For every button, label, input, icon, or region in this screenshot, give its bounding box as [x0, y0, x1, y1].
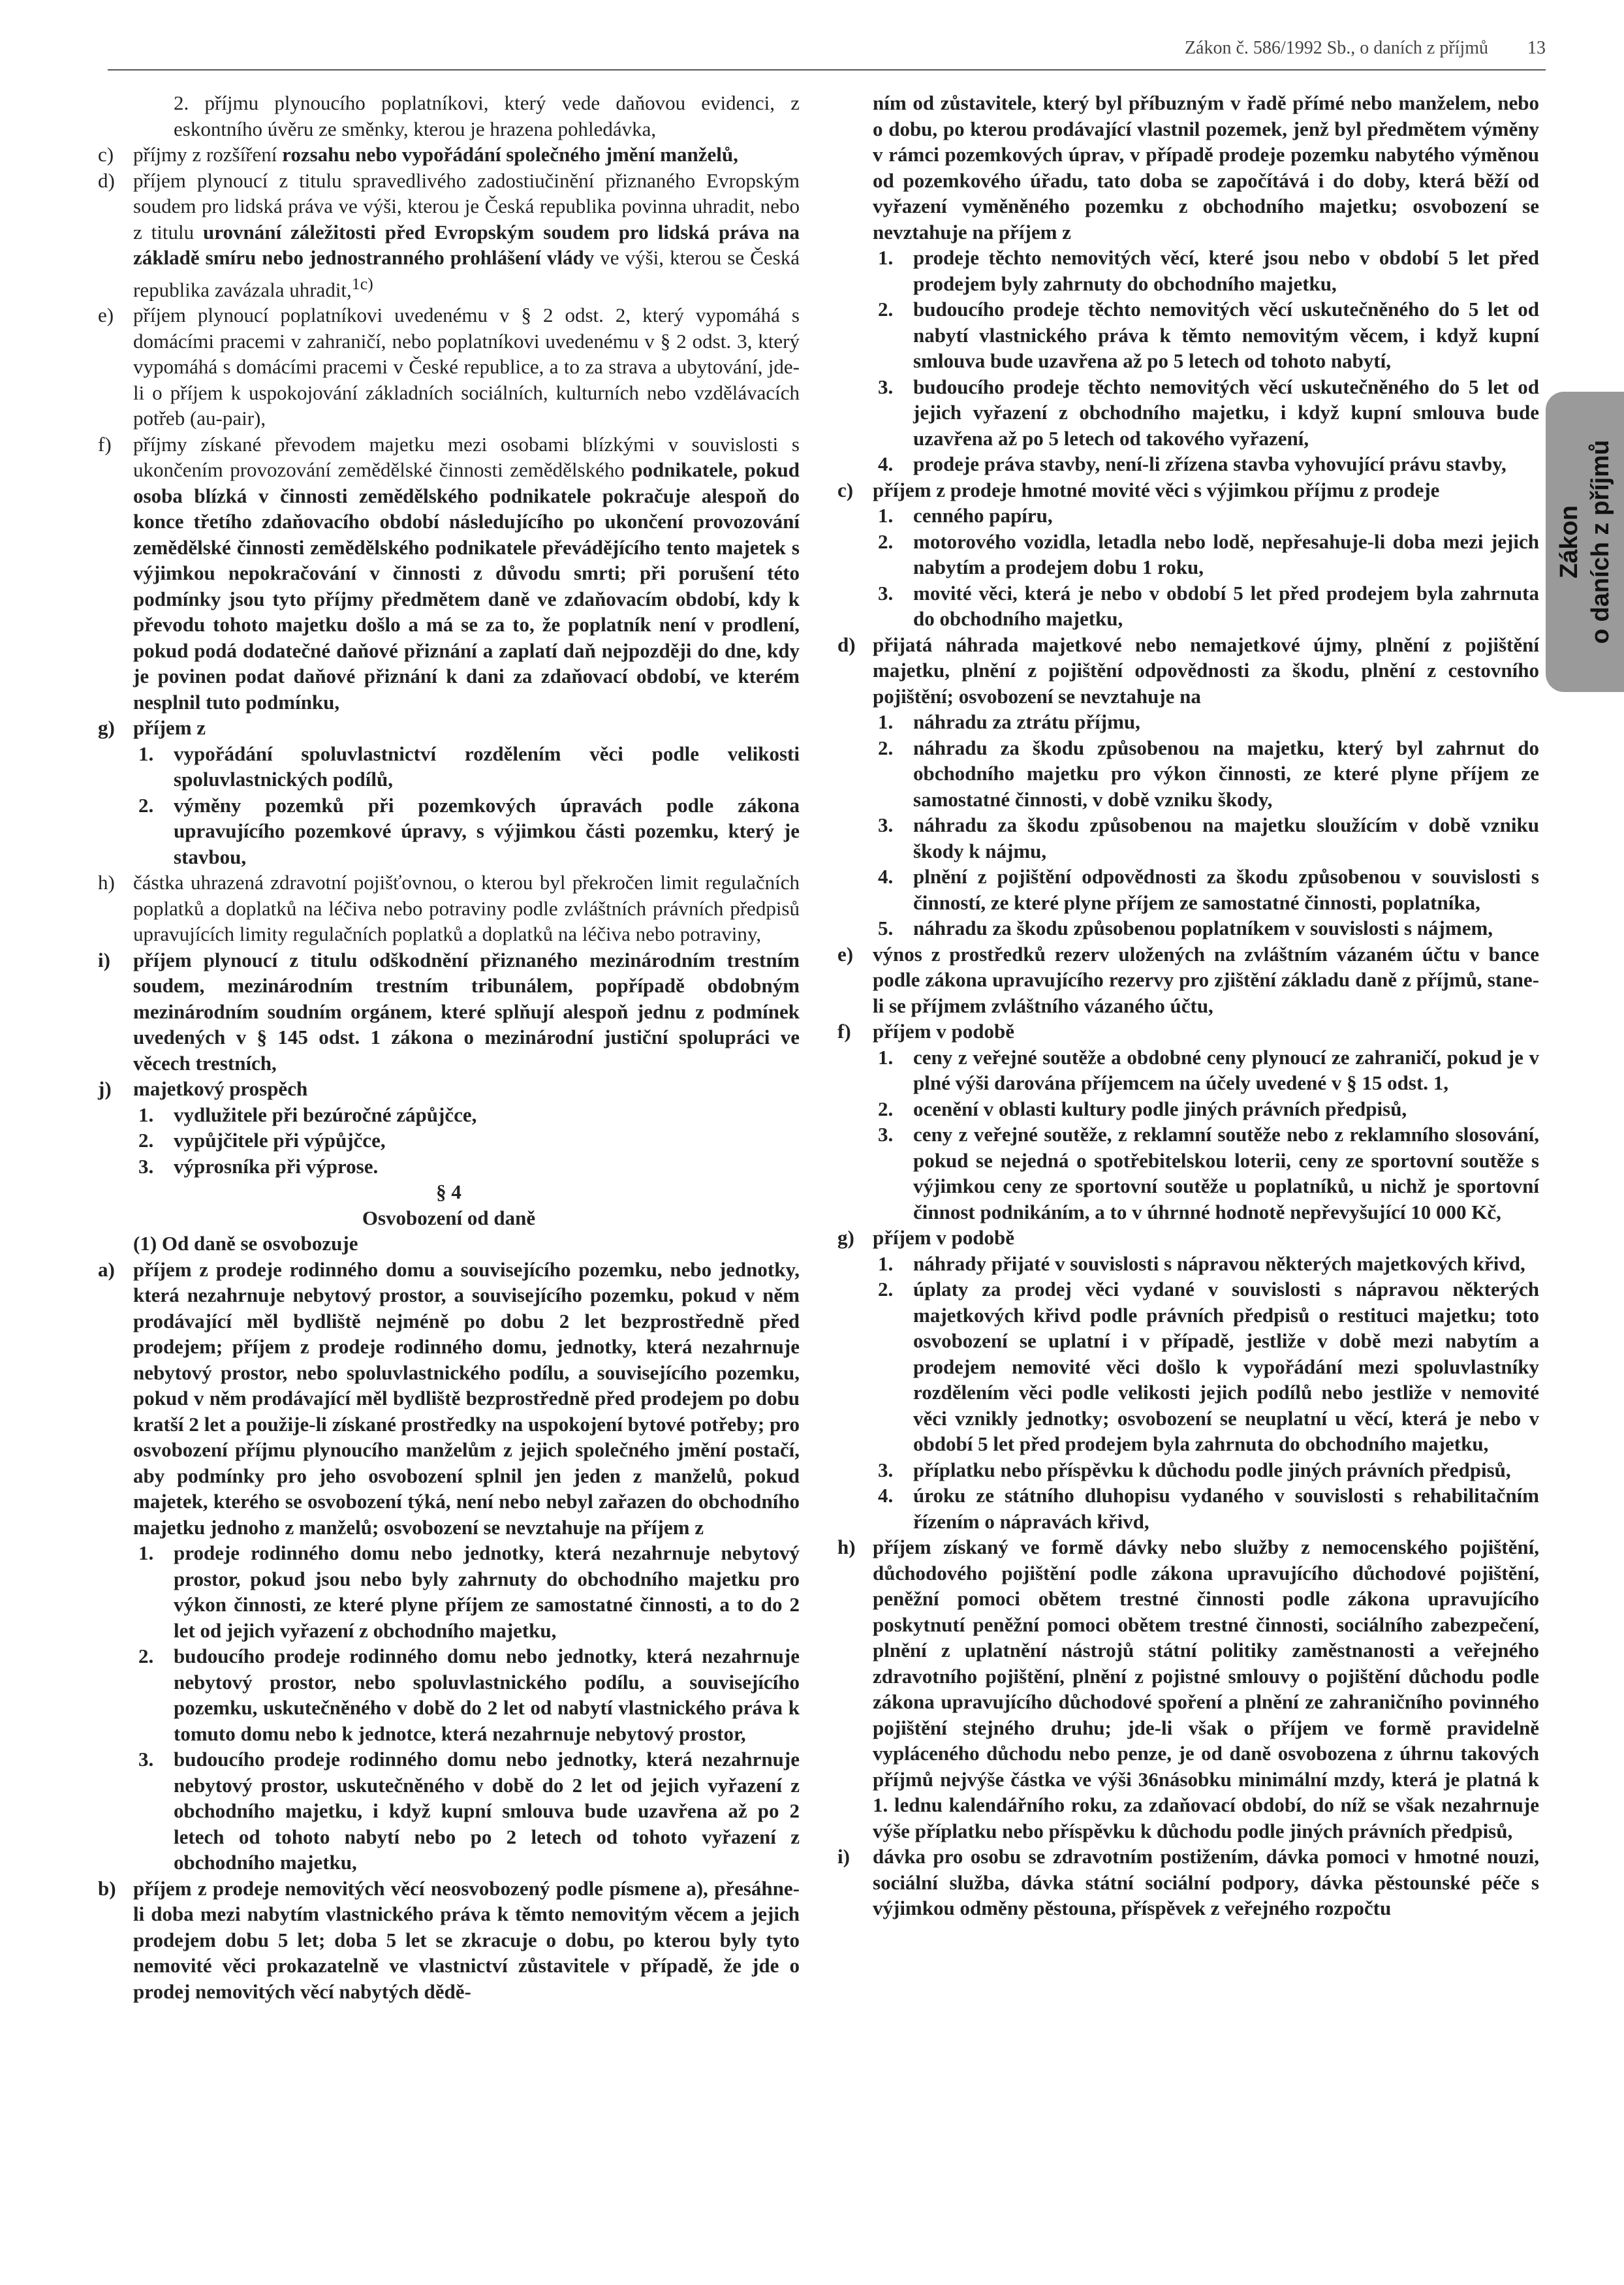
letter-item-d	[837, 632, 1539, 710]
side-tab-label	[1554, 440, 1616, 644]
letter-item-i	[837, 1844, 1539, 1921]
sub-item-number: 1.	[138, 742, 154, 765]
sub-item-text: ceny z veřejné soutěže, z reklamní soutěže nebo z reklamního slosování, pokud se nejedná o spotřebitelskou loterii, ceny ze sportovní soutěže s výjimkou ceny ze sportovní soutěže u poplatníků, u nichž je sportovní činnost podnikáním, a to v úhrnné hodnotě nepřevyšující 10 000 Kč,	[913, 1123, 1539, 1223]
letter-item-c	[98, 142, 800, 168]
sub-item	[98, 1643, 800, 1746]
sub-item-text: vypůjčitele při výpůjčce,	[174, 1129, 386, 1152]
sub-item-text: budoucího prodeje těchto nemovitých věcí uskutečněného do 5 let od nabytí vlastnického práva k těmto nemovitým věcem, i když kupní smlouva bude uzavřena až po 5 letech od tohoto nabytí,	[913, 298, 1539, 372]
sub-item-number: 3.	[138, 1748, 154, 1771]
paragraph-intro: (1) Od daně se osvobozuje	[133, 1232, 358, 1255]
item-text: příjem z prodeje hmotné movité věci s výjimkou příjmu z prodeje	[873, 478, 1440, 501]
item-label: e)	[98, 304, 114, 327]
page-number: 13	[1527, 38, 1546, 58]
sub-item	[837, 915, 1539, 941]
sub-item-text: úplaty za prodej věci vydané v souvislosti s nápravou některých majetkových křivd podle právních předpisů o restituci majetku; toto osvobození se uplatní i v případě, jestliže v době mezi nabytím a prodejem nemovité věci došlo k vypořádání mezi spoluvlastníky rozdělením věci podle velikosti jejich podílů nebo jestliže v nemovité věci vznikly jednotky; osvobození se neuplatní u věcí, která je nebo v období 5 let před prodejem byla zahrnuta do obchodního majetku,	[913, 1278, 1539, 1455]
item-label: h)	[837, 1536, 856, 1558]
sub-item-text: motorového vozidla, letadla nebo lodě, nepřesahuje-li doba mezi jejich nabytím a prodejem dobu 1 roku,	[913, 529, 1539, 578]
sub-item-number: 2.	[878, 1278, 894, 1300]
sub-item	[98, 793, 800, 870]
letter-item-g	[837, 1225, 1539, 1251]
item-text: příjem z prodeje nemovitých věcí neosvobozený podle písmene a), přesáhne-li doba mezi nabytím vlastnického práva k těmto nemovitým věcem a jejich prodejem dobu 5 let; doba 5 let se zkracuje o dobu, po kterou byly tyto nemovité věci prokazatelně ve vlastnictví zůstavitele v případě, že jde o prodej nemovitých věcí nabytých dědě-	[133, 1876, 800, 2003]
sub-item	[837, 1045, 1539, 1096]
item-text: výnos z prostředků rezerv uložených na zvláštním vázaném účtu v bance podle zákona upravujícího rezervy pro zjištění základu daně z příjmů, stane-li se příjmem zvláštního vázaného účtu,	[873, 942, 1539, 1017]
sub-item	[98, 1127, 800, 1154]
item-label: f)	[837, 1020, 851, 1043]
item-text: příjem z	[133, 716, 206, 740]
continued-text: ním od zůstavitele, který byl příbuzným v řadě přímé nebo manželem, nebo o dobu, po kterou prodávající vlastnil pozemek, jenž byl předmětem výměny v rámci pozemkových úprav, v případě prodeje pozemku nabytého výměnou od pozemkového úřadu, tato doba se započítává i do doby, která běží od vyřazení vyměněného pozemku z obchodního majetku; osvobození se nevztahuje na příjem z	[873, 91, 1539, 244]
item-label: c)	[98, 143, 114, 166]
sub-item-text: plnění z pojištění odpovědnosti za škodu způsobenou v souvislosti s činností, ze které plyne příjem ze samostatné činnosti, poplatníka,	[913, 865, 1539, 914]
item-text: příjem plynoucí z titulu odškodnění přiznaného mezinárodním trestním soudem, mezinárodním trestním tribunálem, popřípadě obdobným mezinárodním soudním orgánem, které splňují alespoň jednu z podmínek uvedených v § 145 odst. 1 zákona o mezinárodní justiční spolupráci ve věcech trestních,	[133, 948, 800, 1075]
sub-item-number: 1.	[138, 1103, 154, 1126]
item-label: g)	[837, 1226, 854, 1249]
sub-item-number: 2.	[138, 1645, 154, 1668]
item-label: g)	[98, 716, 115, 740]
item-label: h)	[98, 871, 115, 894]
sub-item-number: 4.	[878, 1484, 894, 1507]
sub-item	[837, 245, 1539, 296]
item-label: e)	[837, 942, 854, 966]
sub-item-number: 4.	[878, 452, 894, 475]
item-text: přijatá náhrada majetkové nebo nemajetkové újmy, plnění z pojištění majetku, plnění z pojištění odpovědnosti za škodu, plnění z cestovního pojištění; osvobození se nevztahuje na	[873, 633, 1539, 708]
sub-item	[837, 1276, 1539, 1457]
letter-item-h	[837, 1534, 1539, 1844]
sub-item-number: 3.	[138, 1154, 154, 1178]
sub-item-text: ocenění v oblasti kultury podle jiných právních předpisů,	[913, 1097, 1407, 1120]
sub-item	[837, 864, 1539, 915]
letter-item-d	[98, 168, 800, 303]
sub-item	[837, 296, 1539, 374]
sub-item-text: náhradu za škodu způsobenou na majetku sloužícím v době vzniku škody k nájmu,	[913, 813, 1539, 862]
sub-item	[837, 1251, 1539, 1277]
item-text: příjmy z rozšíření	[133, 143, 283, 166]
letter-item-j	[98, 1076, 800, 1102]
sub-item-number: 3.	[878, 581, 894, 605]
sub-item-number: 1.	[878, 246, 894, 269]
sub-item	[837, 1096, 1539, 1122]
sub-item	[837, 451, 1539, 477]
item-label: i)	[837, 1845, 850, 1868]
sub-item-text: náhrady přijaté v souvislosti s nápravou některých majetkových křivd,	[913, 1252, 1525, 1275]
sub-item-text: movité věci, která je nebo v období 5 let před prodejem byla zahrnuta do obchodního majetku,	[913, 581, 1539, 630]
item-label: d)	[837, 633, 856, 656]
sub-item-number: 3.	[878, 375, 894, 398]
letter-item-c	[837, 477, 1539, 503]
letter-item-f	[837, 1018, 1539, 1045]
page-header	[0, 38, 1624, 71]
sub-item-number: 1.	[138, 1541, 154, 1565]
sub-item-number: 5.	[878, 917, 894, 939]
sub-item	[98, 1540, 800, 1643]
letter-item-e	[837, 941, 1539, 1019]
letter-item-e	[98, 302, 800, 432]
sub-item	[98, 1102, 800, 1128]
sub-item-number: 2.	[138, 793, 154, 817]
sub-item-number: 3.	[878, 1458, 894, 1481]
sub-item	[837, 529, 1539, 580]
sub-item-number: 1.	[878, 1252, 894, 1275]
item-label: c)	[837, 478, 854, 501]
header-rule	[108, 69, 1546, 71]
item-text: příjmy získané převodem majetku mezi osobami blízkými v souvislosti s ukončením provozování zemědělské činnosti zemědělského	[133, 432, 800, 482]
item-text: příjem v podobě	[873, 1020, 1014, 1043]
sub-item	[837, 580, 1539, 632]
letter-item-b	[98, 1876, 800, 2005]
item-text: příjem plynoucí poplatníkovi uvedenému v § 2 odst. 2, který vypomáhá s domácími pracemi v zahraničí, nebo poplatníkovi uvedenému v § 2 odst. 3, který vypomáhá s domácími pracemi v České republice, a to za strava a ubytování, jde-li o příjem k uspokojování základních sociálních, kulturních nebo vzdělávacích potřeb (au-pair),	[133, 304, 800, 430]
side-tab-line1: Zákon	[1555, 505, 1583, 578]
sub-item	[837, 374, 1539, 452]
section-number: § 4	[436, 1180, 461, 1204]
sub-item-text: prodeje práva stavby, není-li zřízena stavba vyhovující právu stavby,	[913, 452, 1507, 475]
item-label: j)	[98, 1077, 112, 1101]
item-text: příjem v podobě	[873, 1226, 1014, 1249]
sub-item-number: 2.	[878, 529, 894, 553]
sub-item-number: 4.	[878, 865, 894, 888]
sub-item-text: prodeje rodinného domu nebo jednotky, která nezahrnuje nebytový prostor, pokud jsou nebo byly zahrnuty do obchodního majetku pro výkon činnosti, ze které plyne příjem ze samostatné činnosti, a to do 2 let od jejich vyřazení z obchodního majetku,	[174, 1541, 800, 1642]
right-column	[837, 90, 1539, 1921]
item-text-bold: rozsahu nebo vypořádání společného jmění manželů,	[282, 143, 738, 166]
sub-item-text: vypořádání spoluvlastnictví rozdělením věci podle velikosti spoluvlastnických podílů,	[174, 742, 800, 791]
item-label: b)	[98, 1876, 116, 1900]
sub-item	[837, 709, 1539, 735]
sub-item-number: 2.	[138, 1129, 154, 1152]
item-text-bold: urovnání záležitosti před Evropským soudem pro lidská práva na základě smíru nebo jednostranného prohlášení vlády	[133, 220, 800, 269]
sub-item	[98, 1154, 800, 1180]
sub-item-text: prodeje těchto nemovitých věcí, které jsou nebo v období 5 let před prodejem byly zahrnuty do obchodního majetku,	[913, 246, 1539, 295]
sub-item-number: 3.	[878, 813, 894, 836]
sub-item	[837, 735, 1539, 813]
item-label: f)	[98, 432, 112, 456]
sub-item	[98, 741, 800, 793]
sub-item	[837, 1122, 1539, 1225]
sub-item-number: 1.	[878, 1045, 894, 1069]
section-title: Osvobození od daně	[362, 1206, 536, 1229]
item-text-bold: podnikatele, pokud osoba blízká v činnosti zemědělského podnikatele pokračuje alespoň do konce třetího zdaňovacího období následujícího po ukončení provozování zemědělské činnosti zemědělského podnikatele převádějícího tento majetek s výjimkou nepokračování v činnosti z důvodu smrti; při porušení této podmínky jsou tyto příjmy předmětem daně ve zdaňovacím období, kdy k převodu tohoto majetku došlo a má se za to, že poplatník není v prodlení, pokud podá dodatečné daňové přiznání a zaplatí daň nejpozději do dne, kdy je povinen podat daňové přiznání k dani za zdaňovací období, ve kterém nesplnil tuto podmínku,	[133, 458, 800, 714]
left-column	[98, 90, 800, 2004]
item-text: částka uhrazená zdravotní pojišťovnou, o kterou byl překročen limit regulačních poplatků a doplatků na léčiva nebo potraviny podle zvláštních právních předpisů upravujících limity regulačních poplatků a doplatků na léčiva nebo potraviny,	[133, 871, 800, 946]
letter-item-h	[98, 870, 800, 947]
sub-item	[837, 812, 1539, 864]
sub-item	[837, 503, 1539, 529]
item-label: i)	[98, 948, 110, 971]
sub-item-text: cenného papíru,	[913, 504, 1053, 527]
sub-item-number: 1.	[878, 710, 894, 733]
sub-item-number: 2.	[878, 736, 894, 759]
sub-item-number: 2.	[878, 1097, 894, 1120]
item-text: majetkový prospěch	[133, 1077, 308, 1101]
sub-item-text: náhradu za škodu způsobenou poplatníkem v souvislosti s nájmem,	[913, 917, 1493, 939]
letter-item-i	[98, 947, 800, 1077]
item-label: a)	[98, 1257, 115, 1281]
side-tab	[1546, 392, 1624, 692]
sub-item-text: budoucího prodeje rodinného domu nebo jednotky, která nezahrnuje nebytový prostor, uskutečněného v době do 2 let od jejich vyřazení z obchodního majetku, i když kupní smlouva bude uzavřena až po 2 letech od tohoto nabytí nebo po 2 letech od tohoto vyřazení z obchodního majetku,	[174, 1748, 800, 1874]
sub-item-text: úroku ze státního dluhopisu vydaného v souvislosti s rehabilitačním řízením o nápravách křivd,	[913, 1484, 1539, 1533]
running-title: Zákon č. 586/1992 Sb., o daních z příjmů	[1184, 38, 1488, 58]
side-tab-line2: o daních z příjmů	[1587, 439, 1614, 644]
letter-item-f	[98, 432, 800, 716]
paragraph-item-2: 2. příjmu plynoucího poplatníkovi, který vede daňovou evidenci, z eskontního úvěru ze směnky, kterou je hrazena pohledávka,	[174, 91, 800, 140]
sub-item-number: 3.	[878, 1123, 894, 1146]
sub-item-text: výměny pozemků při pozemkových úpravách podle zákona upravujícího pozemkové úpravy, s výjimkou části pozemku, který je stavbou,	[174, 793, 800, 868]
sub-item-text: náhradu za škodu způsobenou na majetku, který byl zahrnut do obchodního majetku pro výkon činnosti, ze které plyne příjem ze samostatné činnosti, v době vzniku škody,	[913, 736, 1539, 811]
sub-item	[837, 1457, 1539, 1483]
sub-item	[837, 1483, 1539, 1534]
sub-item-text: výprosníka při výprose.	[174, 1154, 379, 1178]
sub-item	[98, 1746, 800, 1876]
sub-item-text: budoucího prodeje těchto nemovitých věcí uskutečněného do 5 let od jejich vyřazení z obchodního majetku, i když kupní smlouva bude uzavřena až po 5 letech od takového vyřazení,	[913, 375, 1539, 450]
item-label: d)	[98, 168, 115, 192]
letter-item-a	[98, 1257, 800, 1541]
sub-item-text: vydlužitele při bezúročné zápůjčce,	[174, 1103, 477, 1126]
sub-item-text: budoucího prodeje rodinného domu nebo jednotky, která nezahrnuje nebytový prostor, nebo spoluvlastnického podílu, a souvisejícího pozemku, uskutečněného v době do 2 let od nabytí vlastnického práva k tomuto domu nebo k jednotce, která nezahrnuje nebytový prostor,	[174, 1645, 800, 1745]
running-header	[1185, 38, 1546, 59]
sub-item-number: 1.	[878, 504, 894, 527]
sub-item-text: příplatku nebo příspěvku k důchodu podle jiných právních předpisů,	[913, 1458, 1511, 1481]
item-text: dávka pro osobu se zdravotním postižením, dávka pomoci v hmotné nouzi, sociální služba, dávka státní sociální podpory, dávka pěstounské péče s výjimkou odměny pěstouna, příspěvek z veřejného rozpočtu	[873, 1845, 1539, 1919]
letter-item-g	[98, 715, 800, 741]
footnote-ref: 1c)	[351, 274, 373, 293]
item-text: příjem získaný ve formě dávky nebo služby z nemocenského pojištění, důchodového pojištění podle zákona upravujícího důchodové pojištění, peněžní pomoci obětem trestné činnosti podle zákona upravujícího poskytnutí peněžní pomoci obětem trestné činnosti, sociálního zabezpečení, plnění z uplatnění nástrojů státní politiky zaměstnanosti a veřejného zdravotního pojištění, plnění z pojistné smlouvy o pojištění důchodu podle zákona upravujícího důchodové spoření a plnění ze zahraničního povinného pojištění stejného druhu; jde-li však o příjem ve formě pravidelně vypláceného důchodu nebo penze, je od daně osvobozena z úhrnu takových příjmů nejvýše částka ve výši 36násobku minimální mzdy, která je platná k 1. lednu kalendářního roku, za zdaňovací období, do níž se však nezahrnuje výše příplatku nebo příspěvku k důchodu podle jiných právních předpisů,	[873, 1536, 1539, 1842]
sub-item-text: ceny z veřejné soutěže a obdobné ceny plynoucí ze zahraničí, pokud je v plné výši darována příjemcem na účely uvedené v § 15 odst. 1,	[913, 1045, 1539, 1094]
item-text: příjem plynoucí z titulu spravedlivého zadostiučinění přiznaného Evropským soudem pro lidská práva ve výši, kterou je Česká republika povinna uhradit, nebo z titulu	[133, 168, 800, 244]
sub-item-number: 2.	[878, 298, 894, 321]
item-text: příjem z prodeje rodinného domu a souvisejícího pozemku, nebo jednotky, která nezahrnuje nebytový prostor, a souvisejícího pozemku, pokud v něm prodávající měl bydliště nejméně po dobu 2 let bezprostředně před prodejem; příjem z prodeje rodinného domu, jednotky, která nezahrnuje nebytový prostor, nebo spoluvlastnického podílu, a souvisejícího pozemku, pokud v něm prodávající měl bydliště bezprostředně před prodejem po dobu kratší 2 let a použije-li získané prostředky na uspokojení bytové potřeby; pro osvobození příjmu plynoucího manželům z jejich společného jmění postačí, aby podmínky pro jeho osvobození splnil jen jeden z manželů, pokud majetek, kterého se osvobození týká, není nebo nebyl zařazen do obchodního majetku jednoho z manželů; osvobození se nevztahuje na příjem z	[133, 1257, 800, 1539]
item-text: ve výši, kterou se Česká republika zavázala uhradit,	[133, 246, 800, 301]
sub-item-text: náhradu za ztrátu příjmu,	[913, 710, 1140, 733]
